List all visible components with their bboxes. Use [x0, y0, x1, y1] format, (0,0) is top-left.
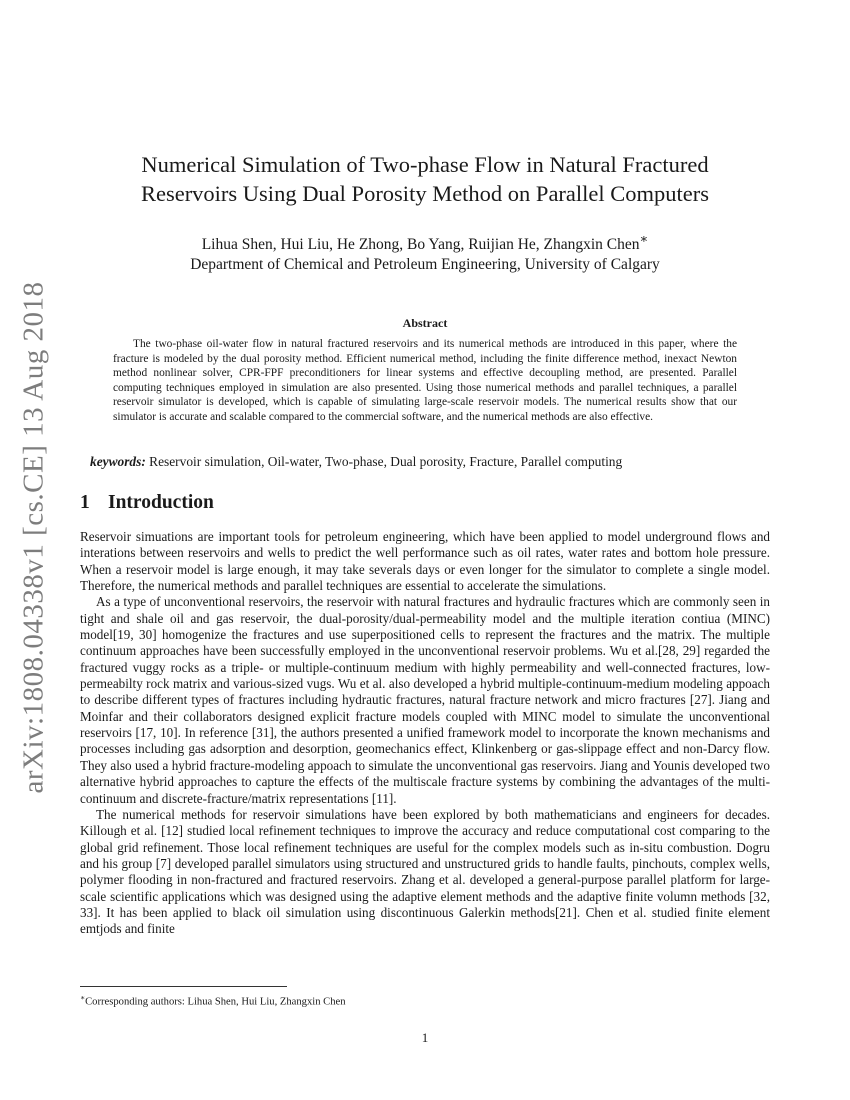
arxiv-watermark — [12, 262, 56, 812]
arxiv-id: arXiv:1808.04338v1 [cs.CE] 13 Aug 2018 — [17, 281, 50, 793]
footnote — [80, 991, 346, 1009]
title-line-2: Reservoirs Using Dual Porosity Method on Parallel Computers — [140, 181, 710, 206]
affiliation: Department of Chemical and Petroleum Engineering, University of Calgary — [190, 256, 660, 274]
section-number: 1 — [80, 492, 90, 513]
paper-title — [80, 150, 770, 208]
author-list: Lihua Shen, Hui Liu, He Zhong, Bo Yang, Ruijian He, Zhangxin Chen — [201, 236, 640, 254]
author-block — [80, 229, 770, 275]
title-line-1: Numerical Simulation of Two-phase Flow in Natural Fractured — [141, 152, 709, 177]
body-text — [80, 529, 770, 938]
footnote-rule — [80, 986, 287, 987]
author-footnote-mark: ∗ — [639, 231, 649, 246]
section-title: Introduction — [108, 492, 214, 513]
footnote-text: Corresponding authors: Lihua Shen, Hui Liu, Zhangxin Chen — [85, 996, 346, 1008]
keywords-label: keywords: — [90, 454, 146, 469]
paragraph: The numerical methods for reservoir simulations have been explored by both mathematicians and engineers for decades. Killough et al. [12] studied local refinement techniques to improve the accuracy and reduce computational cost comparing to the global grid refinement. Those local refinement techniques are useful for the complex models such as in-situ combustion. Dogru and his group [7] developed parallel simulators using structured and unstructured grids to handle faults, pinchouts, complex wells, polymer flooding in non-fractured and fractured reservoirs. Zhang et al. developed a general-purpose parallel platform for large-scale scientific applications which was designed using the adaptive element methods and the adaptive finite volumn methods [32, 33]. It has been applied to black oil simulation using discontinuous Galerkin methods[21]. Chen et al. studied finite element emtjods and finite — [80, 806, 770, 937]
keywords-line — [90, 453, 780, 470]
keywords-text: Reservoir simulation, Oil-water, Two-phase, Dual porosity, Fracture, Parallel computing — [149, 454, 623, 469]
page-number: 1 — [421, 1030, 429, 1045]
abstract-heading: Abstract — [402, 316, 448, 330]
section-heading — [80, 492, 214, 514]
footnote-mark: ∗ — [80, 993, 86, 1002]
abstract-text: The two-phase oil-water flow in natural fractured reservoirs and its numerical methods are introduced in this paper, where the fracture is modeled by the dual porosity method. Efficient numerical method, including the finite difference method, inexact Newton method nonlinear solver, CPR-FPF preconditioners for linear systems and effective decoupling method, are presented. Parallel computing techniques employed in simulation are also presented. Using those numerical methods and parallel techniques, a parallel reservoir simulator is developed, which is capable of simulating large-scale reservoir models. The numerical results show that our simulator is accurate and scalable compared to the commercial software, and the numerical methods are also effective. — [113, 338, 737, 423]
paragraph: As a type of unconventional reservoirs, the reservoir with natural fractures and hydraulic fractures which are commonly seen in tight and shale oil and gas reservoir, the dual-porosity/dual-permeability model and the multiple iteration contiua (MINC) model[19, 30] homogenize the fractures and use superpositioned cells to represent the fractures and the matrix. The multiple continuum approaches have been successfully employed in the unconventional reservoir problems. Wu et al.[28, 29] regarded the fractured vuggy rocks as a triple- or multiple-continuum medium with highly permeability and well-connected fractures, low-permeabilty rock matrix and various-sized vugs. Wu et al. also developed a hybrid multiple-continuum-medium modeling appoach to describe different types of fractures including hydrautic fractures, natural fracture network and micro fractures [27]. Jiang and Moinfar and their collaborators designed explicit fracture models coupled with MINC model to simulate the unconventional reservoirs [17, 10]. In reference [31], the authors presented a unified framework model to incorporate the known mechanisms and processes including gas adsorption and desorption, geomechanics effect, Klinkenberg or gas-slippage effect and non-Darcy flow. They also used a hybrid fracture-modeling appoach to simulate the unconventional gas reservoirs. Jiang and Younis developed two alternative hybrid approaches to capture the effects of the multiscale fracture systems by combining the advantages of the multi-continuum and discrete-fracture/matrix representations [11]. — [80, 594, 770, 806]
paragraph: Reservoir simuations are important tools for petroleum engineering, which have been applied to model underground flows and interations between reservoirs and wells to predict the well performance such as oil rates, water rates and bottom hole pressure. When a reservoir model is large enough, it may take severals days or even longer for the simulator to complete a single model. Therefore, the numerical methods and parallel techniques are essential to accelerate the simulations. — [80, 529, 770, 594]
